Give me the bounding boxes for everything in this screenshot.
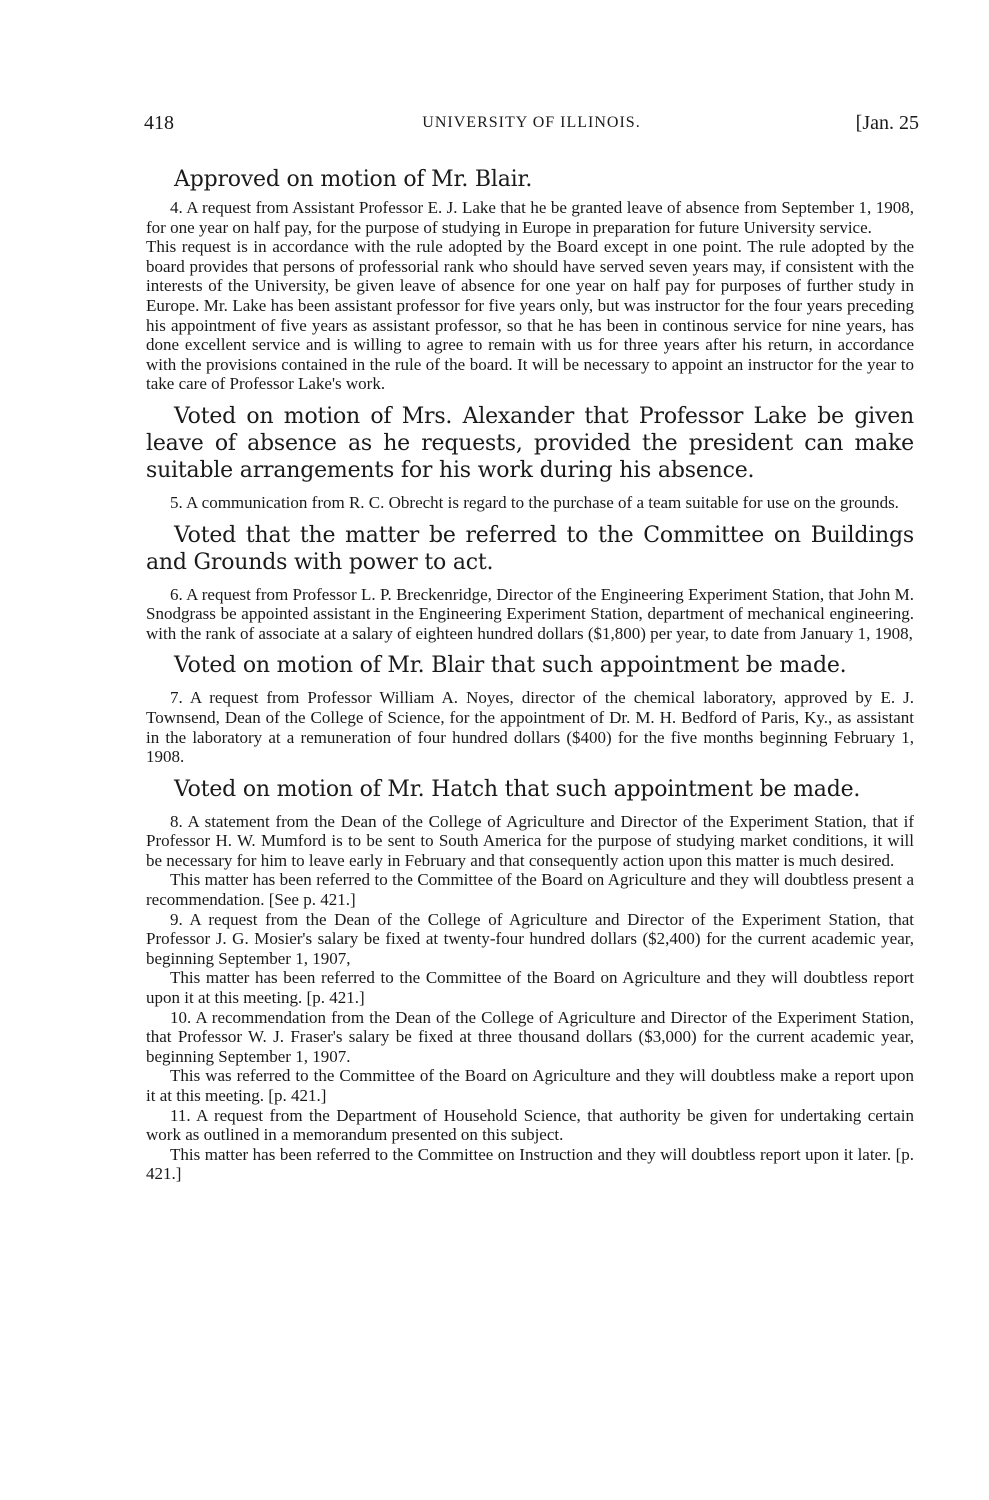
- motion-approved: Approved on motion of Mr. Blair.: [174, 167, 533, 192]
- motion-vote-lake-leave: Voted on motion of Mrs. Alexander that Professor Lake be given leave of absence as he requests, provided the president can make suitable arrangements for his work during his absence.: [146, 403, 914, 483]
- item-6-request: 6. A request from Professor L. P. Breckenridge, Director of the Engineering Experiment Station, that John M. Snodgrass be appointed assistant in the Engineering Experiment Station, department of mechanical engineering. with the rank of associate at a salary of eighteen hundred dollars ($1,800) per year, to date from January 1, 1908,: [146, 584, 914, 643]
- running-title: UNIVERSITY OF ILLINOIS.: [422, 114, 641, 131]
- item-11-request: 11. A request from the Department of Household Science, that authority be given for undertaking certain work as outlined in a memorandum presented on this subject.: [146, 1105, 914, 1145]
- running-header: [144, 112, 919, 142]
- header-date: [Jan. 25: [855, 112, 919, 134]
- motion-vote-bedford: Voted on motion of Mr. Hatch that such appointment be made.: [174, 776, 861, 802]
- item-10-referral: This was referred to the Committee of the Board on Agriculture and they will doubtless make a report upon it at this meeting. [p. 421.]: [146, 1066, 914, 1105]
- item-8-referral: This matter has been referred to the Committee of the Board on Agriculture and they will doubtless present a recommendation. [See p. 421.]: [146, 870, 914, 910]
- item-4-request: 4. A request from Assistant Professor E. J. Lake that he be granted leave of absence from September 1, 1908, for one year on half pay, for the purpose of studying in Europe in preparation for future University service.: [146, 198, 914, 237]
- motion-vote-snodgrass: Voted on motion of Mr. Blair that such appointment be made.: [174, 653, 847, 679]
- item-8-statement: 8. A statement from the Dean of the College of Agriculture and Director of the Experiment Station, that if Professor H. W. Mumford is to be sent to South America for the purpose of studying market conditions, it will be necessary for him to leave early in February and that consequently action upon this matter is much desired.: [146, 811, 914, 870]
- page-number: 418: [144, 112, 174, 134]
- item-5-communication: 5. A communication from R. C. Obrecht is regard to the purchase of a team suitable for use on the grounds.: [170, 492, 899, 512]
- item-7-request: 7. A request from Professor William A. Noyes, director of the chemical laboratory, approved by E. J. Townsend, Dean of the College of Science, for the appointment of Dr. M. H. Bedford of Paris, Ky., as assistant in the laboratory at a remuneration of four hundred dollars ($400) for the five months beginning February 1, 1908.: [146, 688, 914, 767]
- motion-vote-team: Voted that the matter be referred to the Committee on Buildings and Grounds with power to act.: [146, 522, 914, 575]
- item-9-request: 9. A request from the Dean of the College of Agriculture and Director of the Experiment Station, that Professor J. G. Mosier's salary be fixed at twenty-four hundred dollars ($2,400) for the current academic year, beginning September 1, 1907,: [146, 909, 914, 968]
- item-11-referral: This matter has been referred to the Committee on Instruction and they will doubtless report upon it later. [p. 421.]: [146, 1144, 914, 1184]
- item-10-recommendation: 10. A recommendation from the Dean of the College of Agriculture and Director of the Experiment Station, that Professor W. J. Fraser's salary be fixed at three thousand dollars ($3,000) for the current academic year, beginning September 1, 1907.: [146, 1007, 914, 1066]
- page-body: [146, 166, 914, 1184]
- item-4-explanation: This request is in accordance with the rule adopted by the Board except in one point. The rule adopted by the board provides that persons of professorial rank who should have served seven years may, if consistent with the interests of the University, be given leave of absence for one year on half pay for purposes of further study in Europe. Mr. Lake has been assistant professor for five years only, but was instructor for the four years preceding his appointment of five years as assistant professor, so that he has been in continous service for nine years, has done excellent service and is willing to agree to remain with us for three years after his return, in accordance with the provisions contained in the rule of the board. It will be necessary to appoint an instructor for the year to take care of Professor Lake's work.: [146, 237, 914, 394]
- item-9-referral: This matter has been referred to the Committee of the Board on Agriculture and they will doubtless report upon it at this meeting. [p. 421.]: [146, 968, 914, 1008]
